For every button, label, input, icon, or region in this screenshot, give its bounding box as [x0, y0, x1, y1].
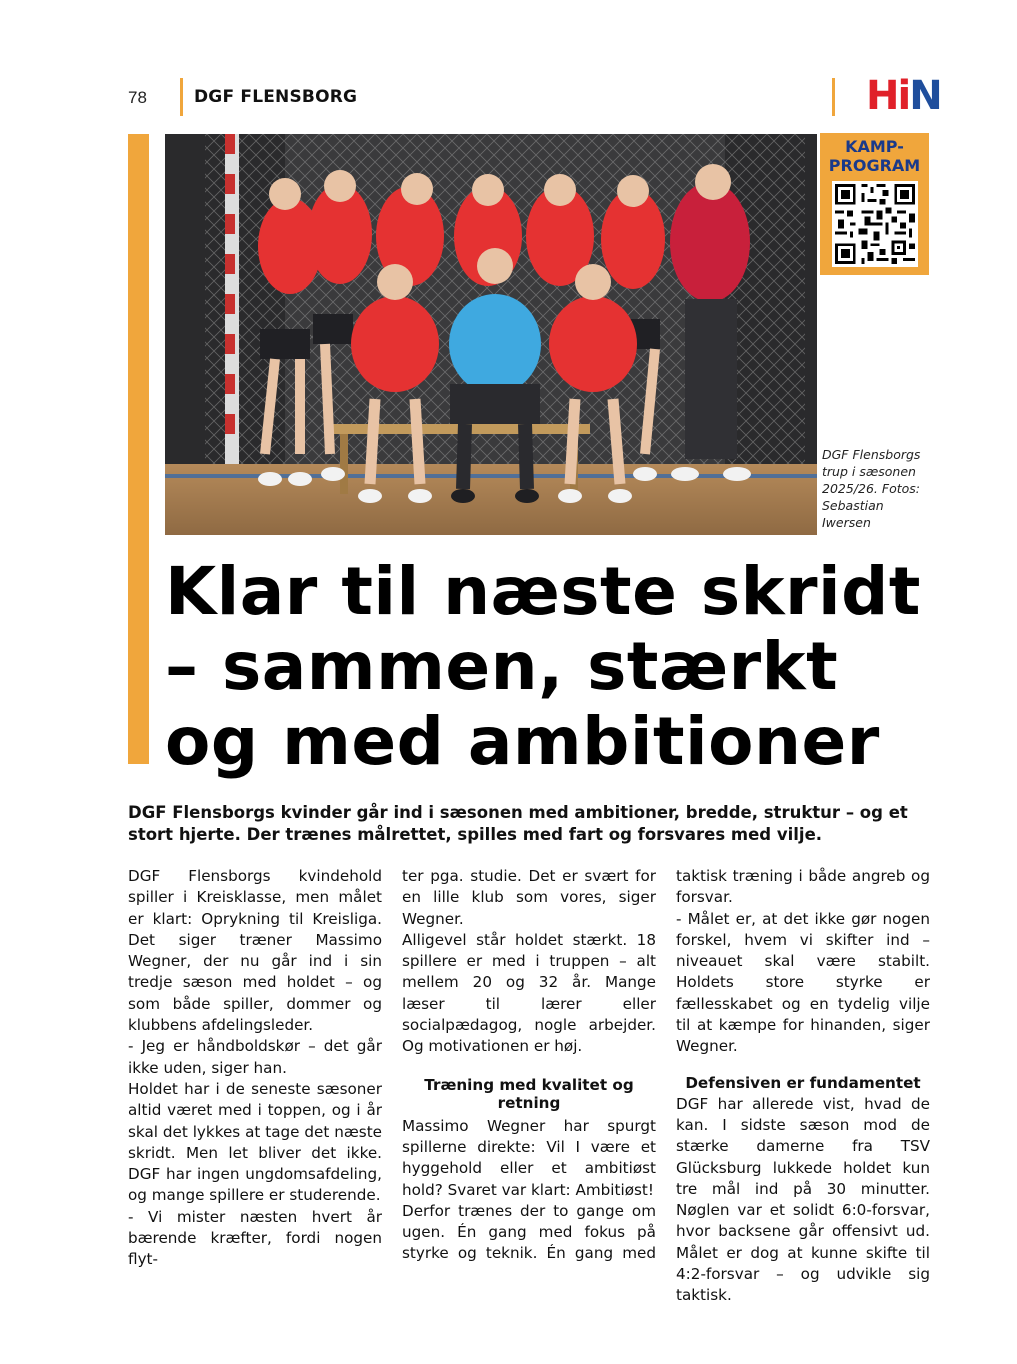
logo-letter-h: H — [866, 73, 898, 119]
paragraph: DGF har allerede vist, hvad de kan. I sidste sæson mod de stærke damerne fra TSV Glücksburg lukkede holdet kun tre mål ind på 30 minutter. Nøglen var et solidt 6:0-forsvar, hvor backsene går offensivt ud. Målet er dog at kunne skifte til 4:2-forsvar – og udvikle sig taktisk. — [676, 1094, 930, 1305]
logo-letter-n: N — [909, 73, 941, 119]
headline-line-2: – sammen, stærkt — [165, 628, 839, 705]
qr-code-icon[interactable] — [832, 181, 918, 267]
paragraph: Alligevel står holdet stærkt. 18 spillere er med i truppen – alt mellem 20 og 32 år. Mange læser til lærer eller socialpædagog, nogle arbejder. Og motivationen er høj. — [402, 930, 656, 1056]
paragraph: Derfor trænes der to gange om ugen. Én gang med fokus på styrke og teknik. Én gang med — [402, 1201, 656, 1263]
paragraph: DGF Flensborgs kvindehold spiller i Kreisklasse, men målet er klart: Oprykning til Kreisliga. Det siger træner Massimo Wegner, der nu går ind i sin tredje sæson med holdet – og som både spiller, dommer og klubbens afdelingsleder. — [128, 867, 382, 1035]
paragraph: - Målet er, at det ikke gør nogen forskel, hvem vi skifter ind – niveauet skal være stabilt. Holdets store styrke er fællesskabet og en tydelig vilje til at kæmpe for hinanden, siger Wegner. — [676, 909, 930, 1056]
subheading: Defensiven er fundamentet — [685, 1073, 921, 1092]
logo-divider — [832, 78, 835, 116]
section-title: DGF FLENSBORG — [194, 87, 358, 107]
hin-logo — [866, 73, 941, 119]
header-divider — [180, 78, 183, 116]
article-lead: DGF Flensborgs kvinder går ind i sæsonen med ambitioner, bredde, struktur – og et stort hjerte. Der trænes målrettet, spilles med fart og forsvares med vilje. — [128, 803, 908, 844]
photo-caption: DGF Flensborgs trup i sæsonen 2025/26. Fotos: Sebastian Iwersen — [822, 447, 921, 530]
logo-letter-i: i — [897, 73, 910, 119]
headline-line-3: og med ambitioner — [165, 703, 880, 780]
kamp-program-box[interactable] — [820, 133, 929, 275]
paragraph: ter pga. studie. Det er svært for en lille klub som vores, siger Wegner. — [402, 867, 656, 928]
page-number: 78 — [128, 88, 147, 107]
kamp-program-label: KAMP- PROGRAM — [828, 137, 921, 175]
article-column-2 — [402, 866, 656, 1265]
paragraph: - Jeg er håndboldskør – det går ikke uden, siger han. — [128, 1037, 382, 1077]
paragraph: - Vi mister næsten hvert år bærende kræfter, fordi nogen flyt- — [128, 1207, 382, 1269]
paragraph: Holdet har i de seneste sæsoner altid været med i toppen, og i år skal det lykkes at tage det næste skridt. Men let bliver det ikke. DGF har ingen ungdomsafdeling, og mange spillere er studerende. — [128, 1079, 382, 1205]
article-column-3 — [676, 866, 930, 1307]
paragraph: taktisk træning i både angreb og forsvar. — [676, 867, 930, 907]
paragraph: Massimo Wegner har spurgt spillerne direkte: Vil I være et hyggehold eller et ambitiøst hold? Svaret var klart: Ambitiøst! — [402, 1116, 656, 1199]
article-column-1 — [128, 866, 382, 1271]
article-headline — [165, 554, 965, 779]
team-photo — [165, 134, 817, 535]
accent-bar — [128, 134, 149, 764]
headline-line-1: Klar til næste skridt — [165, 553, 921, 630]
subheading: Træning med kvalitet og retning — [424, 1075, 634, 1112]
